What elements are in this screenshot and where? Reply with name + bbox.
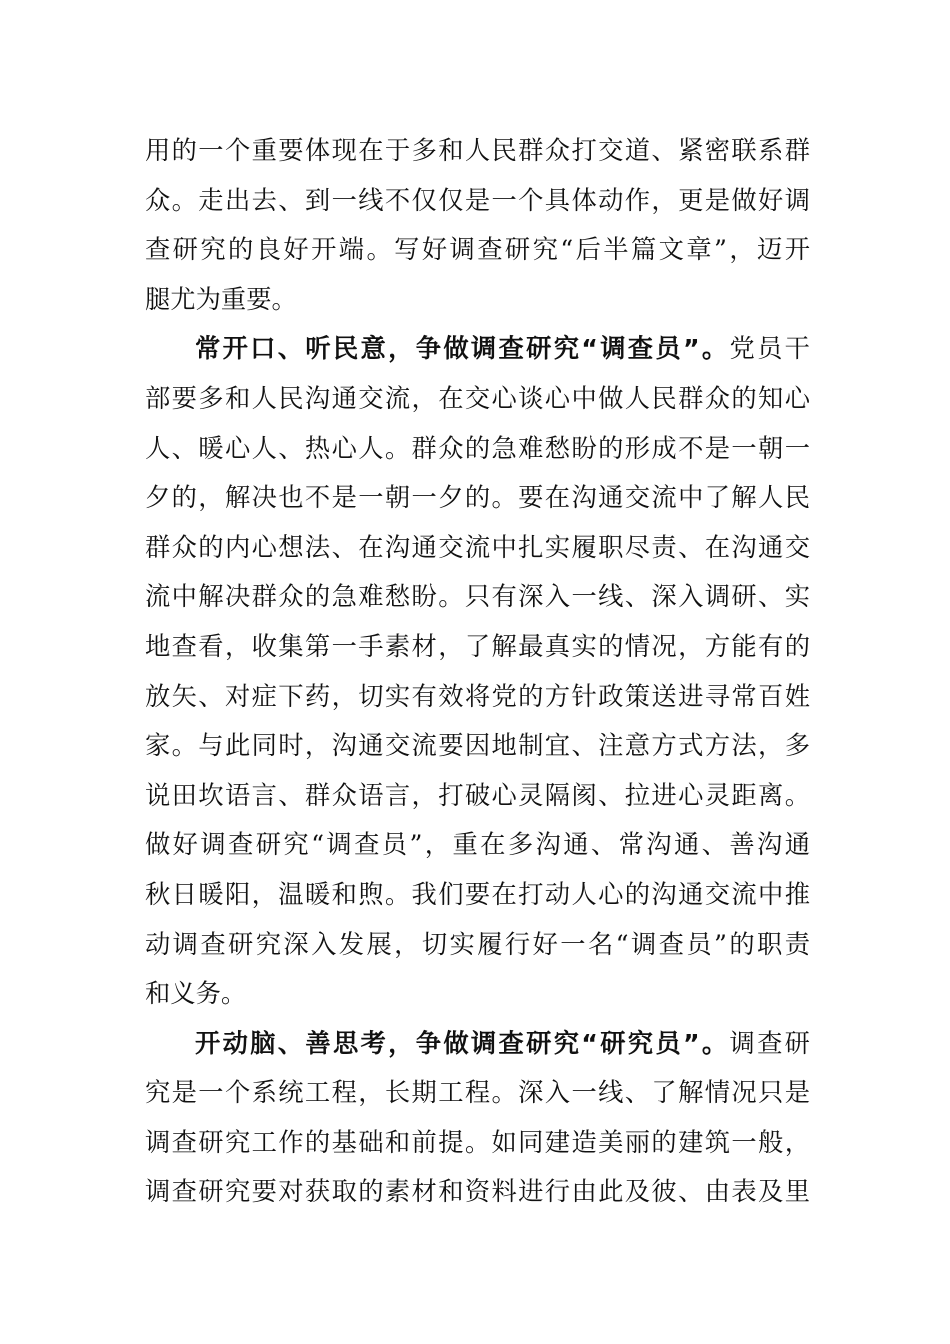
- text-line: 地查看，收集第一手素材，了解最真实的情况，方能有的: [145, 631, 810, 661]
- paragraph-lead-heading: 开动脑、善思考，争做调查研究“研究员”。: [195, 1028, 730, 1058]
- text-line: 流中解决群众的急难愁盼。只有深入一线、深入调研、实: [145, 582, 810, 612]
- text-line: 用的一个重要体现在于多和人民群众打交道、紧密联系群: [145, 136, 810, 165]
- text-line: 夕的，解决也不是一朝一夕的。要在沟通交流中了解人民: [145, 483, 810, 513]
- paragraph-3: [145, 1019, 810, 1217]
- paragraph-2: [145, 324, 810, 1018]
- text-line: 人、暖心人、热心人。群众的急难愁盼的形成不是一朝一: [145, 433, 810, 463]
- text-line: 究是一个系统工程，长期工程。深入一线、了解情况只是: [145, 1078, 810, 1108]
- body-text: [145, 126, 810, 1217]
- paragraph-1: [145, 126, 810, 324]
- text-line: 和义务。: [145, 979, 247, 1009]
- paragraph-first-line: [145, 324, 810, 374]
- paragraph-first-line: [145, 1019, 810, 1069]
- paragraph-lead-tail: 党员干: [729, 334, 810, 364]
- paragraph-lead-tail: 调查研: [729, 1028, 810, 1058]
- text-line: 放矢、对症下药，切实有效将党的方针政策送进寻常百姓: [145, 681, 810, 711]
- text-line: 说田坎语言、群众语言，打破心灵隔阂、拉进心灵距离。: [145, 780, 810, 810]
- text-line: 群众的内心想法、在沟通交流中扎实履职尽责、在沟通交: [145, 532, 810, 562]
- paragraph-lead-heading: 常开口、听民意，争做调查研究“调查员”。: [195, 334, 730, 364]
- text-line: 腿尤为重要。: [145, 284, 297, 314]
- text-line: 调查研究要对获取的素材和资料进行由此及彼、由表及里: [145, 1177, 810, 1207]
- text-line: 家。与此同时，沟通交流要因地制宜、注意方式方法，多: [145, 731, 810, 761]
- text-line: 做好调查研究“调查员”，重在多沟通、常沟通、善沟通: [145, 830, 810, 860]
- text-line: 动调查研究深入发展，切实履行好一名“调查员”的职责: [145, 929, 810, 959]
- text-line: 部要多和人民沟通交流，在交心谈心中做人民群众的知心: [145, 383, 810, 413]
- text-line: 众。走出去、到一线不仅仅是一个具体动作，更是做好调: [145, 185, 810, 215]
- text-line: 查研究的良好开端。写好调查研究“后半篇文章”，迈开: [145, 235, 810, 265]
- text-line: 秋日暖阳，温暖和煦。我们要在打动人心的沟通交流中推: [145, 879, 810, 909]
- text-line: 调查研究工作的基础和前提。如同建造美丽的建筑一般，: [145, 1127, 810, 1157]
